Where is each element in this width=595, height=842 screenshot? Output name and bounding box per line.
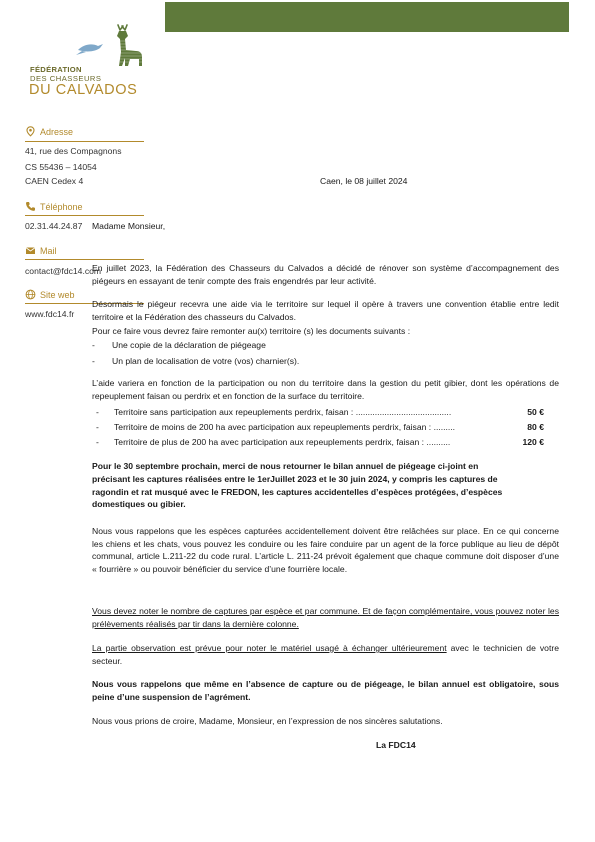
mail-heading bbox=[25, 245, 57, 256]
address-line-3: CAEN Cedex 4 bbox=[25, 176, 84, 186]
globe-icon bbox=[25, 289, 36, 300]
document-item: - Une copie de la déclaration de piégeage bbox=[92, 340, 266, 350]
phone-heading-label: Téléphone bbox=[40, 201, 83, 212]
address-line-1: 41, rue des Compagnons bbox=[25, 146, 122, 156]
mail-rule bbox=[25, 259, 144, 260]
letter-date: Caen, le 08 juillet 2024 bbox=[320, 176, 408, 186]
header-bar bbox=[165, 2, 569, 32]
signature: La FDC14 bbox=[376, 740, 416, 750]
phone-rule bbox=[25, 215, 144, 216]
paragraph-mandatory-report: Nous vous rappelons que même en l’absence de capture ou de piégeage, le bilan annuel est obligatoire, sous peine d’une suspension de l’agrément. bbox=[92, 679, 559, 702]
deadline-line-1: Pour le 30 septembre prochain, merci de nous retourner le bilan annuel de piégeage ci-joint en bbox=[92, 461, 479, 471]
paragraph-documents-intro: Pour ce faire vous devrez faire remonter au(x) territoire (s) les documents suivants : bbox=[92, 326, 411, 336]
paragraph-intro: En juillet 2023, la Fédération des Chasseurs du Calvados a décidé de rénover son système d’accompagnement des piégeurs en essayant de tenir compte des frais engendrés par leur activité. bbox=[92, 263, 559, 286]
rate-label: Territoire sans participation aux repeuplements perdrix, faisan : ........................................ bbox=[114, 407, 452, 417]
paragraph-accidental-captures: Nous vous rappelons que les espèces capturées accidentellement doivent être relâchées sur place. En ce qui concerne les chiens et les chats, vous pouvez les conduire ou les faire conduire par un agent de la force publique au lieu de dépôt communal, article L.211-22 du code rural. L’article L. 211-24 prévoit également que chaque commune doit disposer d’une « fourrière » ou pouvoir bénéficier du service d’une fourrière locale. bbox=[92, 526, 559, 574]
rate-row: - Territoire de plus de 200 ha avec participation aux repeuplements perdrix, faisan : .......... 120 € bbox=[96, 437, 544, 447]
federation-logo bbox=[26, 24, 156, 104]
phone-icon bbox=[25, 201, 36, 212]
rate-label: Territoire de plus de 200 ha avec participation aux repeuplements perdrix, faisan : .......... bbox=[114, 437, 451, 447]
mail-heading-label: Mail bbox=[40, 245, 57, 256]
document-item-label: Un plan de localisation de votre (vos) charnier(s). bbox=[112, 356, 300, 366]
rate-value: 120 € bbox=[522, 437, 544, 447]
logo-chasseurs-text: DES CHASSEURS bbox=[30, 74, 102, 83]
phone-heading bbox=[25, 201, 83, 212]
paragraph-observation bbox=[92, 642, 559, 667]
rate-value: 50 € bbox=[527, 407, 544, 417]
paragraph-capture-counts: Vous devez noter le nombre de captures par espèce et par commune. Et de façon complémentaire, vous pouvez noter les prélèvements réalisés par tir dans la dernière colonne. bbox=[92, 606, 559, 629]
deadline-line-4: domestiques ou gibier. bbox=[92, 499, 186, 510]
web-heading-label: Site web bbox=[40, 289, 75, 300]
document-item-label: Une copie de la déclaration de piégeage bbox=[112, 340, 266, 350]
paragraph-new-aid: Désormais le piégeur recevra une aide via le territoire sur lequel il opère à travers une convention établie entre ledit territoire et la Fédération des chasseurs du Calvados. bbox=[92, 299, 559, 322]
web-heading bbox=[25, 289, 75, 300]
map-pin-icon bbox=[25, 126, 36, 137]
paragraph-aid-variation: L’aide variera en fonction de la participation ou non du territoire dans la gestion du petit gibier, dont les opérations de repeuplement faisan ou perdrix et en fonction de la surface du territoire. bbox=[92, 378, 559, 401]
paragraph-deadline bbox=[92, 460, 559, 511]
web-value[interactable]: www.fdc14.fr bbox=[25, 309, 75, 319]
paragraph-closing: Nous vous prions de croire, Madame, Monsieur, en l’expression de nos sincères salutations. bbox=[92, 716, 443, 726]
rate-row: - Territoire sans participation aux repeuplements perdrix, faisan : ........................................ 50 € bbox=[96, 407, 544, 417]
document-item: - Un plan de localisation de votre (vos) charnier(s). bbox=[92, 356, 300, 366]
logo-federation-text: FÉDÉRATION bbox=[30, 65, 82, 74]
deer-bird-logo-icon bbox=[70, 24, 150, 68]
address-heading-label: Adresse bbox=[40, 126, 74, 137]
letter-salutation: Madame Monsieur, bbox=[92, 221, 166, 231]
address-heading bbox=[25, 126, 73, 137]
rate-label: Territoire de moins de 200 ha avec participation aux repeuplements perdrix, faisan : ......... bbox=[114, 422, 456, 432]
address-rule bbox=[25, 141, 144, 142]
rate-row: - Territoire de moins de 200 ha avec participation aux repeuplements perdrix, faisan : ......... 80 € bbox=[96, 422, 544, 432]
mail-icon bbox=[25, 245, 36, 256]
phone-value[interactable]: 02.31.44.24.87 bbox=[25, 221, 83, 231]
mail-value[interactable]: contact@fdc14.com bbox=[25, 266, 102, 276]
observation-rest: avec le technicien de votre secteur. bbox=[92, 643, 559, 666]
logo-calvados-text: DU CALVADOS bbox=[29, 82, 138, 98]
observation-underlined: La partie observation est prévue pour noter le matériel usagé à échanger ultérieurement bbox=[92, 643, 447, 653]
deadline-line-3: ragondin et rat musqué avec le FREDON, les captures accidentelles d’espèces protégées, d’espèces bbox=[92, 486, 503, 497]
deadline-line-2: précisant les captures réalisées entre le 1erJuillet 2023 et le 30 juin 2024, y compris les captures de bbox=[92, 473, 498, 484]
rate-value: 80 € bbox=[527, 422, 544, 432]
address-line-2: CS 55436 – 14054 bbox=[25, 162, 97, 172]
